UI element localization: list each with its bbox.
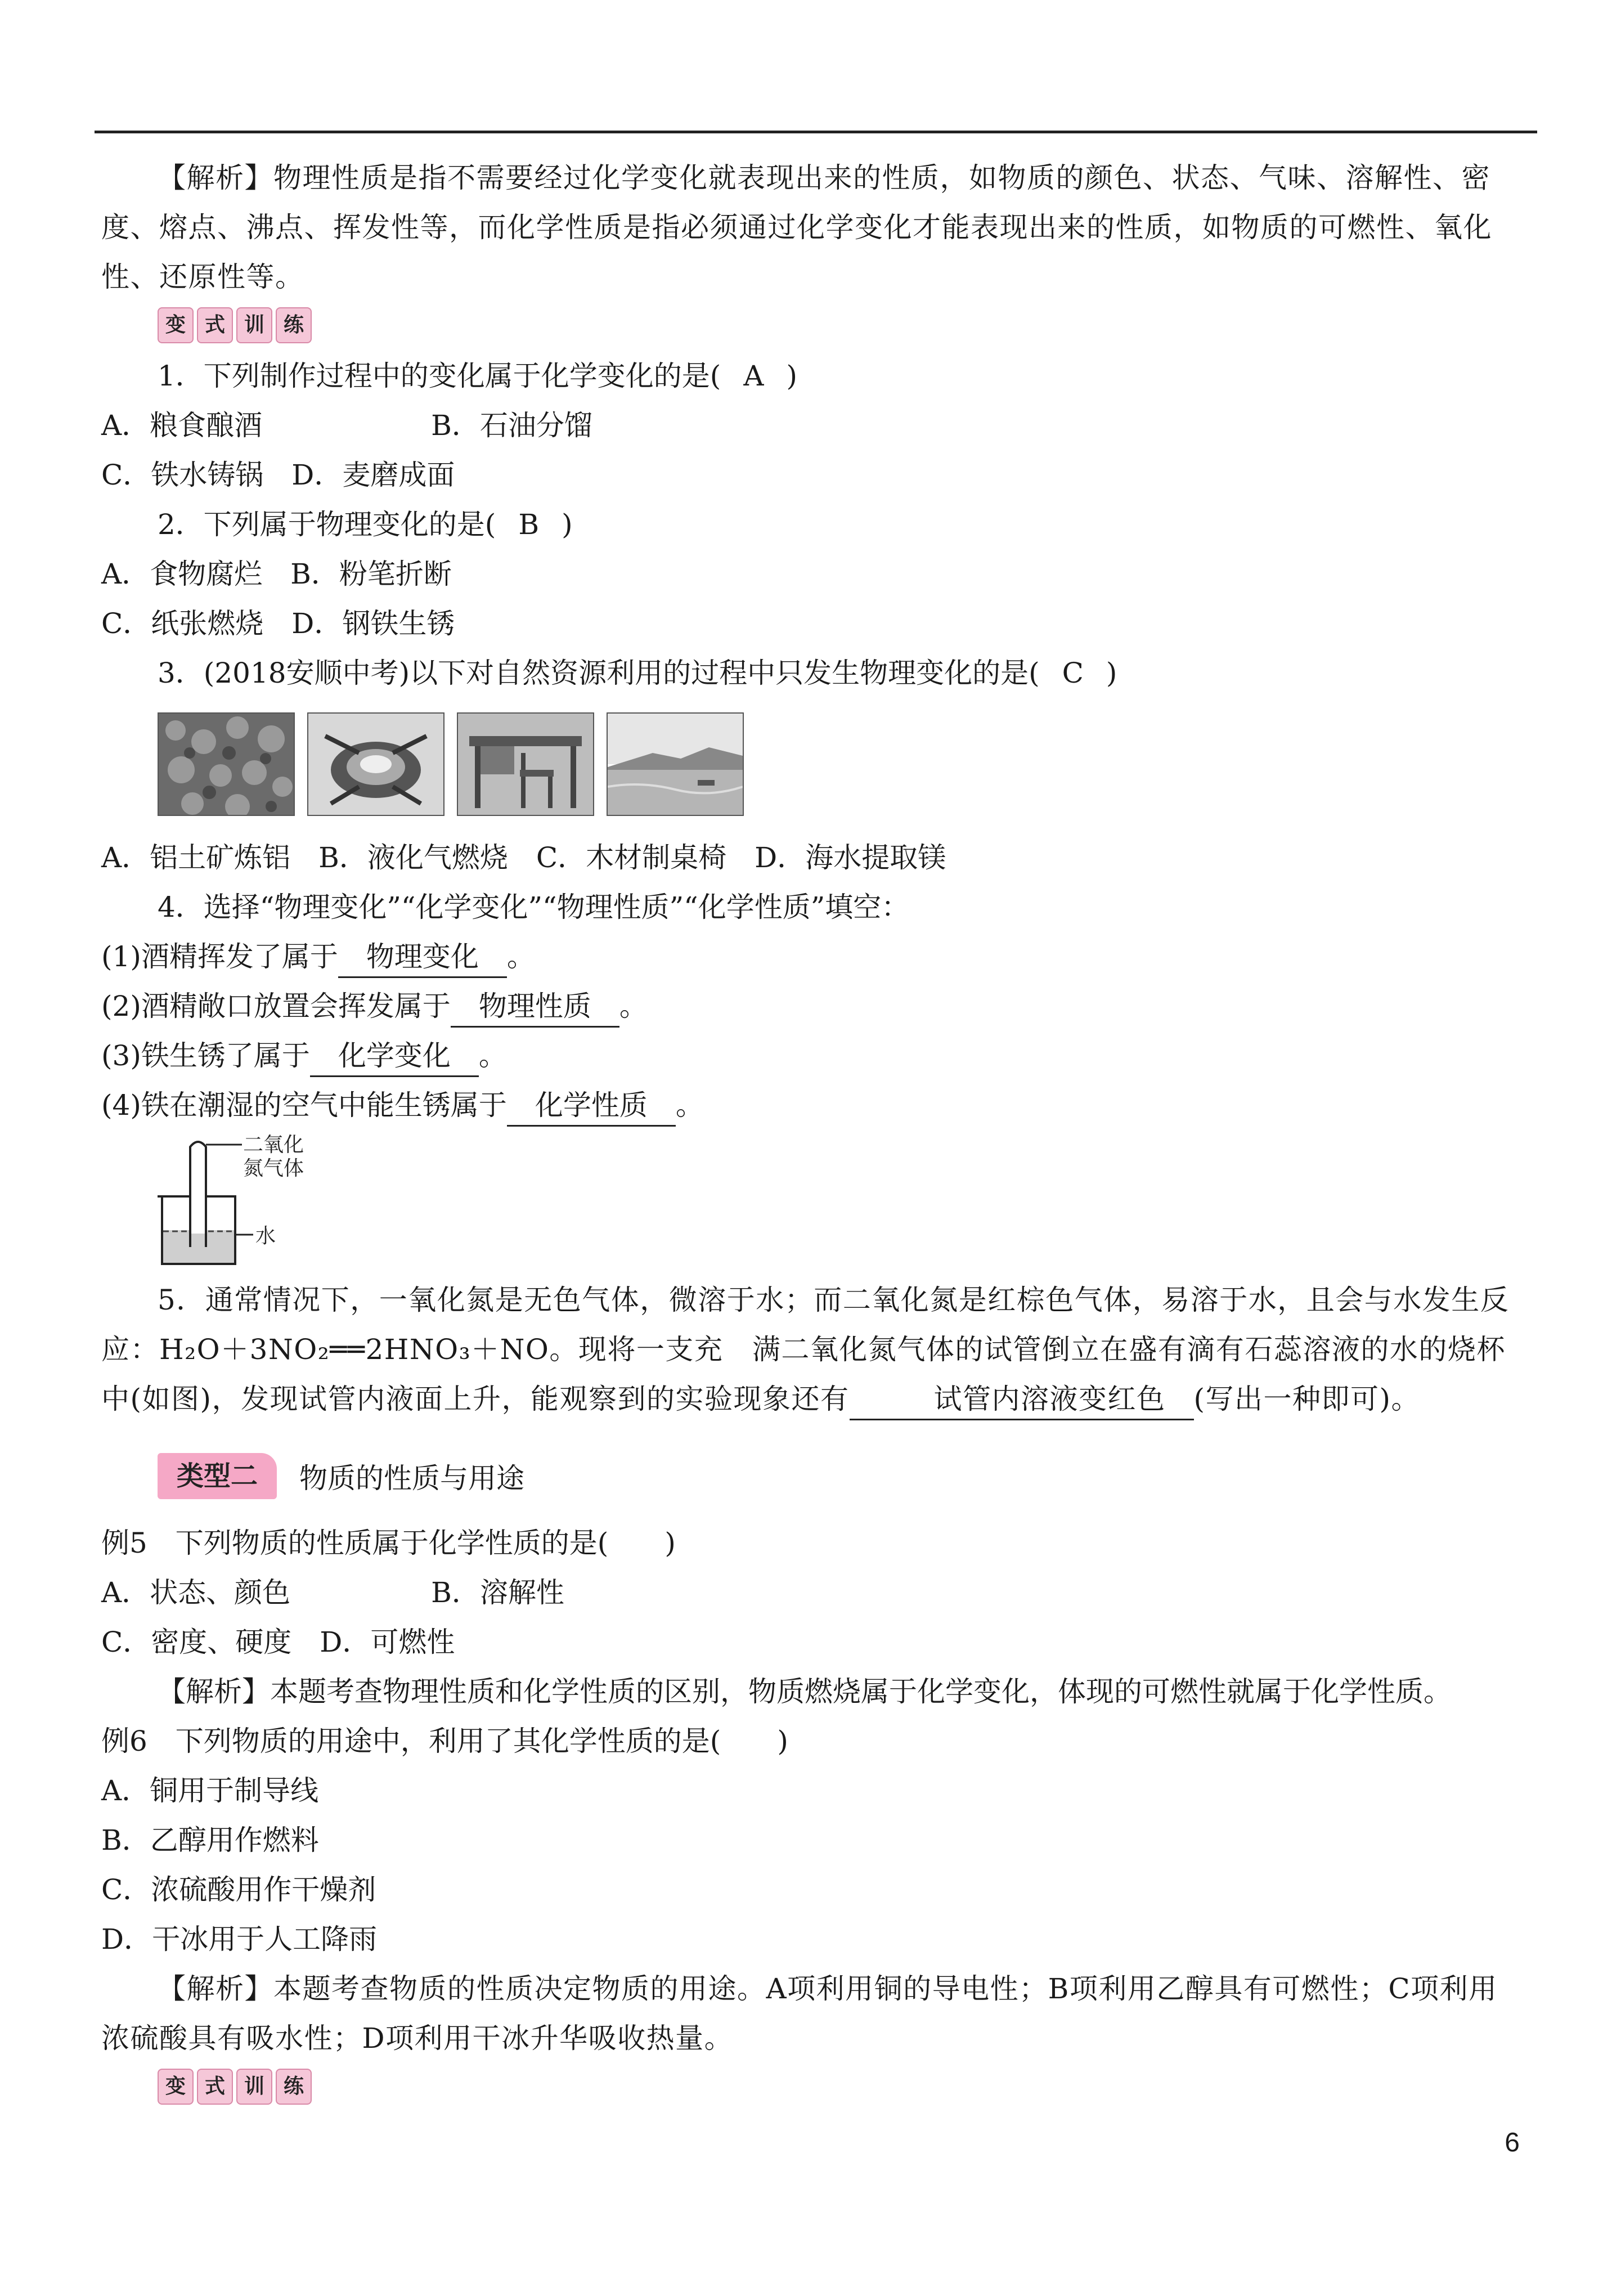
desk-chair-photo — [457, 712, 594, 816]
analysis-label: 【解析】 — [158, 1675, 270, 1708]
ex5-options-cd: C．密度、硬度 D．可燃性 — [101, 1626, 455, 1658]
badge-char: 式 — [197, 2069, 233, 2105]
header-rule — [95, 131, 1537, 133]
q5-text: 5．通常情况下，一氧化氮是无色气体，微溶于水；而二氧化氮是红棕色气体，易溶于水，且会与水发生反应：H₂O＋3NO₂══2HNO₃＋NO。现将一支充 满二氧化氮气体的试管倒立在盛有滴有石蕊溶液的水的烧杯中(如图)，发现试管内液面上升，能观察到的实验现象还有 试管内溶液变红色 (写出一种即可)。 — [101, 1275, 1519, 1424]
ex6-analysis: 【解析】本题考查物质的性质决定物质的用途。A项利用铜的导电性；B项利用乙醇具有可燃性；C项利用浓硫酸具有吸水性；D项利用干冰升华吸收热量。 — [101, 1972, 1498, 2055]
q4-item-2: (2)酒精敞口放置会挥发属于 物理性质 。 — [101, 981, 1519, 1031]
type-two-tag: 类型二 — [158, 1453, 277, 1499]
ex5-stem: 例5 下列物质的性质属于化学性质的是( ) — [101, 1527, 676, 1559]
intro-analysis — [101, 153, 1519, 302]
badge-char: 式 — [197, 307, 233, 343]
gas-label-1: 二氧化 — [243, 1134, 304, 1156]
q4-answer-4: 化学性质 — [507, 1086, 676, 1127]
badge-char: 训 — [236, 307, 272, 343]
ex6-option-d: D．干冰用于人工降雨 — [101, 1923, 378, 1956]
q1-options-cd: C．铁水铸锅 D．麦磨成面 — [101, 459, 455, 491]
badge-char: 变 — [158, 307, 194, 343]
q3-answer: C — [1062, 657, 1084, 689]
q2-stem: 2．下列属于物理变化的是( B ) — [158, 508, 573, 541]
rock-pile-photo — [158, 712, 295, 816]
badge-char: 练 — [276, 307, 312, 343]
ex5-analysis: 【解析】本题考查物理性质和化学性质的区别，物质燃烧属于化学变化，体现的可燃性就属于化学性质。 — [158, 1675, 1452, 1708]
q4-answer-1: 物理变化 — [338, 937, 507, 978]
seashore-photo — [607, 712, 744, 816]
ex5-options-ab: A．状态、颜色 B．溶解性 — [101, 1576, 564, 1609]
q3-photo-row — [158, 712, 1519, 816]
type-two-header — [158, 1453, 1519, 1499]
page-number: 6 — [1505, 2128, 1520, 2158]
q3-stem: 3．(2018安顺中考)以下对自然资源利用的过程中只发生物理变化的是( C ) — [158, 657, 1117, 689]
q4-answer-2: 物理性质 — [451, 986, 619, 1028]
q3-options: A．铝土矿炼铝 B．液化气燃烧 C．木材制桌椅 D．海水提取镁 — [101, 841, 946, 874]
badge-char: 变 — [158, 2069, 194, 2105]
q1-answer: A — [743, 360, 764, 392]
q2-answer: B — [518, 508, 540, 541]
variant-training-badge-2 — [158, 2069, 312, 2105]
q4-item-1: (1)酒精挥发了属于 物理变化 。 — [101, 932, 1519, 981]
q4-item-4: (4)铁在潮湿的空气中能生锈属于 化学性质 。 — [101, 1080, 1519, 1130]
variant-training-badge — [158, 307, 312, 343]
gas-label-2: 氮气体 — [243, 1157, 304, 1180]
page-content — [101, 153, 1519, 2113]
q5-answer: 试管内溶液变红色 — [850, 1379, 1194, 1420]
inverted-test-tube-diagram — [158, 1134, 326, 1270]
badge-char: 训 — [236, 2069, 272, 2105]
analysis-label: 【解析】 — [158, 1972, 273, 2005]
q2-options-ab: A．食物腐烂 B．粉笔折断 — [101, 558, 452, 590]
q4-item-3: (3)铁生锈了属于 化学变化 。 — [101, 1031, 1519, 1080]
type-two-title: 物质的性质与用途 — [299, 1462, 525, 1495]
gas-stove-photo — [307, 712, 444, 816]
q2-options-cd: C．纸张燃烧 D．钢铁生锈 — [101, 607, 455, 640]
ex6-option-a: A．铜用于制导线 — [101, 1774, 319, 1807]
q4-stem: 4．选择“物理变化”“化学变化”“物理性质”“化学性质”填空： — [158, 891, 910, 923]
ex6-option-b: B．乙醇用作燃料 — [101, 1824, 319, 1856]
analysis-text: 物理性质是指不需要经过化学变化就表现出来的性质，如物质的颜色、状态、气味、溶解性、密度、熔点、沸点、挥发性等，而化学性质是指必须通过化学变化才能表现出来的性质，如物质的可燃性、氧化性、还原性等。 — [101, 162, 1492, 293]
analysis-label: 【解析】 — [158, 162, 273, 194]
q1-stem: 1．下列制作过程中的变化属于化学变化的是( A ) — [158, 360, 797, 392]
ex6-stem: 例6 下列物质的用途中，利用了其化学性质的是( ) — [101, 1725, 788, 1757]
ex6-option-c: C．浓硫酸用作干燥剂 — [101, 1873, 376, 1906]
q1-options-ab: A．粮食酿酒 B．石油分馏 — [101, 409, 592, 442]
badge-char: 练 — [276, 2069, 312, 2105]
water-label: 水 — [255, 1225, 276, 1248]
q4-answer-3: 化学变化 — [310, 1036, 479, 1077]
